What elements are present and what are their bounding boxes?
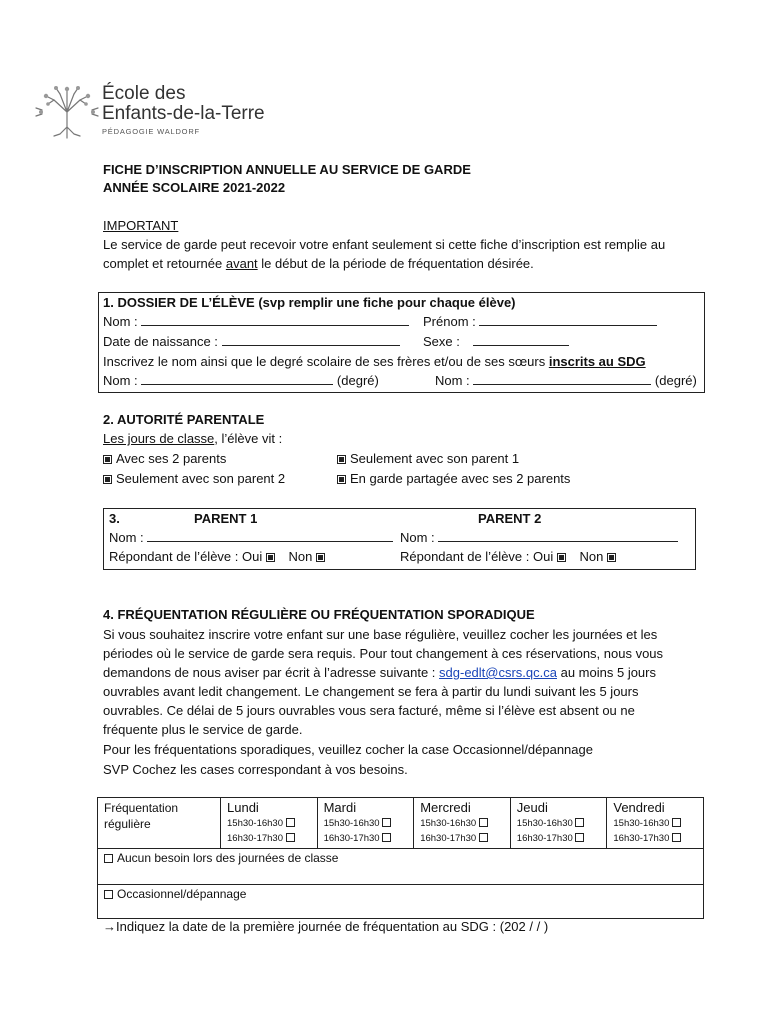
option-parent1-only[interactable]: Seulement avec son parent 1 bbox=[337, 449, 519, 468]
school-year: ANNÉE SCOLAIRE 2021-2022 bbox=[103, 180, 286, 195]
parent2-respondent-yes-checkbox[interactable] bbox=[557, 553, 566, 562]
parent1-respondent-row: Répondant de l’élève : Oui Non bbox=[109, 547, 329, 566]
parent1-respondent-yes-checkbox[interactable] bbox=[266, 553, 275, 562]
section4-p5: ouvrables. Ce délai de 5 jours ouvrables vous sera facturé, même si l’élève est absent ou ne bbox=[103, 703, 635, 718]
day-cell-tuesday: Mardi 15h30-16h30 16h30-17h30 bbox=[317, 798, 414, 849]
section2-title: 2. AUTORITÉ PARENTALE bbox=[103, 412, 265, 427]
sex-field[interactable] bbox=[473, 334, 569, 346]
parent1-respondent-no-checkbox[interactable] bbox=[316, 553, 325, 562]
wednesday-slot1-checkbox[interactable] bbox=[479, 818, 488, 827]
section4-p4: ouvrables avant ledit changement. Le changement se fera à partir du lundi suivant les 5 jours bbox=[103, 684, 639, 699]
parent2-respondent-row: Répondant de l’élève : Oui Non bbox=[400, 547, 620, 566]
option-shared-custody[interactable]: En garde partagée avec ses 2 parents bbox=[337, 469, 570, 488]
row-label-cell: Fréquentation régulière bbox=[98, 798, 221, 849]
birthdate-row: Date de naissance : bbox=[103, 332, 400, 351]
student-name-field[interactable] bbox=[141, 314, 409, 326]
section4-p6: fréquente plus le service de garde. bbox=[103, 722, 303, 737]
section4-p2: périodes où le service de garde sera requis. Pour tout changement à ces réservations, nous vous bbox=[103, 646, 664, 661]
student-firstname-field[interactable] bbox=[479, 314, 657, 326]
section4-p1: Si vous souhaitez inscrire votre enfant sur une base régulière, veuillez cocher les journées et les bbox=[103, 627, 658, 642]
thursday-slot1-checkbox[interactable] bbox=[575, 818, 584, 827]
day-cell-friday: Vendredi 15h30-16h30 16h30-17h30 bbox=[607, 798, 704, 849]
important-label: IMPORTANT bbox=[103, 218, 179, 233]
important-line1: Le service de garde peut recevoir votre enfant seulement si cette fiche d’inscription est remplie au bbox=[103, 237, 666, 252]
sibling1-row: Nom : (degré) bbox=[103, 373, 379, 388]
parent1-heading: PARENT 1 bbox=[194, 511, 258, 526]
sibling1-name-field[interactable] bbox=[141, 373, 333, 385]
birthdate-field[interactable] bbox=[222, 334, 400, 346]
section4-p3: demandons de nous aviser par écrit à l’adresse suivante : sdg-edlt@csrs.qc.ca au moins 5 jours bbox=[103, 665, 656, 680]
section1-title: 1. DOSSIER DE L’ÉLÈVE (svp remplir une fiche pour chaque élève) bbox=[103, 295, 516, 310]
occasional-cell: Occasionnel/dépannage bbox=[98, 885, 704, 919]
section4-title: 4. FRÉQUENTATION RÉGULIÈRE OU FRÉQUENTATION SPORADIQUE bbox=[103, 607, 535, 622]
section4-p8: SVP Cochez les cases correspondant à vos besoins. bbox=[103, 762, 408, 777]
friday-slot2-checkbox[interactable] bbox=[672, 833, 681, 842]
class-days-label: Les jours de classe, l’élève vit : bbox=[103, 431, 283, 446]
logo-name-line2: Enfants-de-la-Terre bbox=[102, 103, 265, 124]
sibling2-row: Nom : (degré) bbox=[435, 373, 697, 388]
parent1-name-field[interactable] bbox=[147, 530, 393, 542]
friday-slot1-checkbox[interactable] bbox=[672, 818, 681, 827]
parent1-name-row: Nom : bbox=[109, 528, 393, 547]
school-logo-tree-icon bbox=[32, 82, 102, 142]
no-need-checkbox[interactable] bbox=[104, 854, 113, 863]
sex-row: Sexe : bbox=[423, 332, 569, 351]
tuesday-slot2-checkbox[interactable] bbox=[382, 833, 391, 842]
day-cell-thursday: Jeudi 15h30-16h30 16h30-17h30 bbox=[510, 798, 607, 849]
section4-p7: Pour les fréquentations sporadiques, veuillez cocher la case Occasionnel/dépannage bbox=[103, 742, 593, 757]
sibling2-name-field[interactable] bbox=[473, 373, 651, 385]
no-need-cell: Aucun besoin lors des journées de classe bbox=[98, 849, 704, 885]
option-parent2-only[interactable]: Seulement avec son parent 2 bbox=[103, 469, 285, 488]
frequency-table bbox=[97, 797, 704, 919]
logo-subtitle: PÉDAGOGIE WALDORF bbox=[102, 127, 200, 136]
parent2-heading: PARENT 2 bbox=[478, 511, 542, 526]
important-line2: complet et retournée avant le début de la période de fréquentation désirée. bbox=[103, 256, 534, 271]
table-row bbox=[98, 798, 704, 849]
parent2-name-row: Nom : bbox=[400, 528, 678, 547]
student-name-row: Nom : bbox=[103, 312, 409, 331]
day-cell-monday: Lundi 15h30-16h30 16h30-17h30 bbox=[221, 798, 318, 849]
email-link[interactable]: sdg-edlt@csrs.qc.ca bbox=[439, 665, 557, 680]
parent2-only-checkbox[interactable] bbox=[103, 475, 112, 484]
table-row bbox=[98, 849, 704, 885]
parent2-name-field[interactable] bbox=[438, 530, 678, 542]
logo-name-line1: École des bbox=[102, 83, 186, 104]
occasional-checkbox[interactable] bbox=[104, 890, 113, 899]
form-title: FICHE D’INSCRIPTION ANNUELLE AU SERVICE DE GARDE bbox=[103, 162, 471, 177]
parent1-only-checkbox[interactable] bbox=[337, 455, 346, 464]
shared-custody-checkbox[interactable] bbox=[337, 475, 346, 484]
school-logo-name bbox=[102, 84, 265, 124]
option-both-parents[interactable]: Avec ses 2 parents bbox=[103, 449, 226, 468]
tuesday-slot1-checkbox[interactable] bbox=[382, 818, 391, 827]
day-cell-wednesday: Mercredi 15h30-16h30 16h30-17h30 bbox=[414, 798, 511, 849]
siblings-instruction: Inscrivez le nom ainsi que le degré scolaire de ses frères et/ou de ses sœurs inscrits au SDG bbox=[103, 354, 646, 369]
both-parents-checkbox[interactable] bbox=[103, 455, 112, 464]
first-day-instruction: →Indiquez la date de la première journée de fréquentation au SDG : (202 / / ) bbox=[103, 919, 549, 934]
monday-slot1-checkbox[interactable] bbox=[286, 818, 295, 827]
thursday-slot2-checkbox[interactable] bbox=[575, 833, 584, 842]
student-firstname-row: Prénom : bbox=[423, 312, 657, 331]
parent2-respondent-no-checkbox[interactable] bbox=[607, 553, 616, 562]
section3-number: 3. bbox=[109, 511, 120, 526]
table-row bbox=[98, 885, 704, 919]
monday-slot2-checkbox[interactable] bbox=[286, 833, 295, 842]
wednesday-slot2-checkbox[interactable] bbox=[479, 833, 488, 842]
